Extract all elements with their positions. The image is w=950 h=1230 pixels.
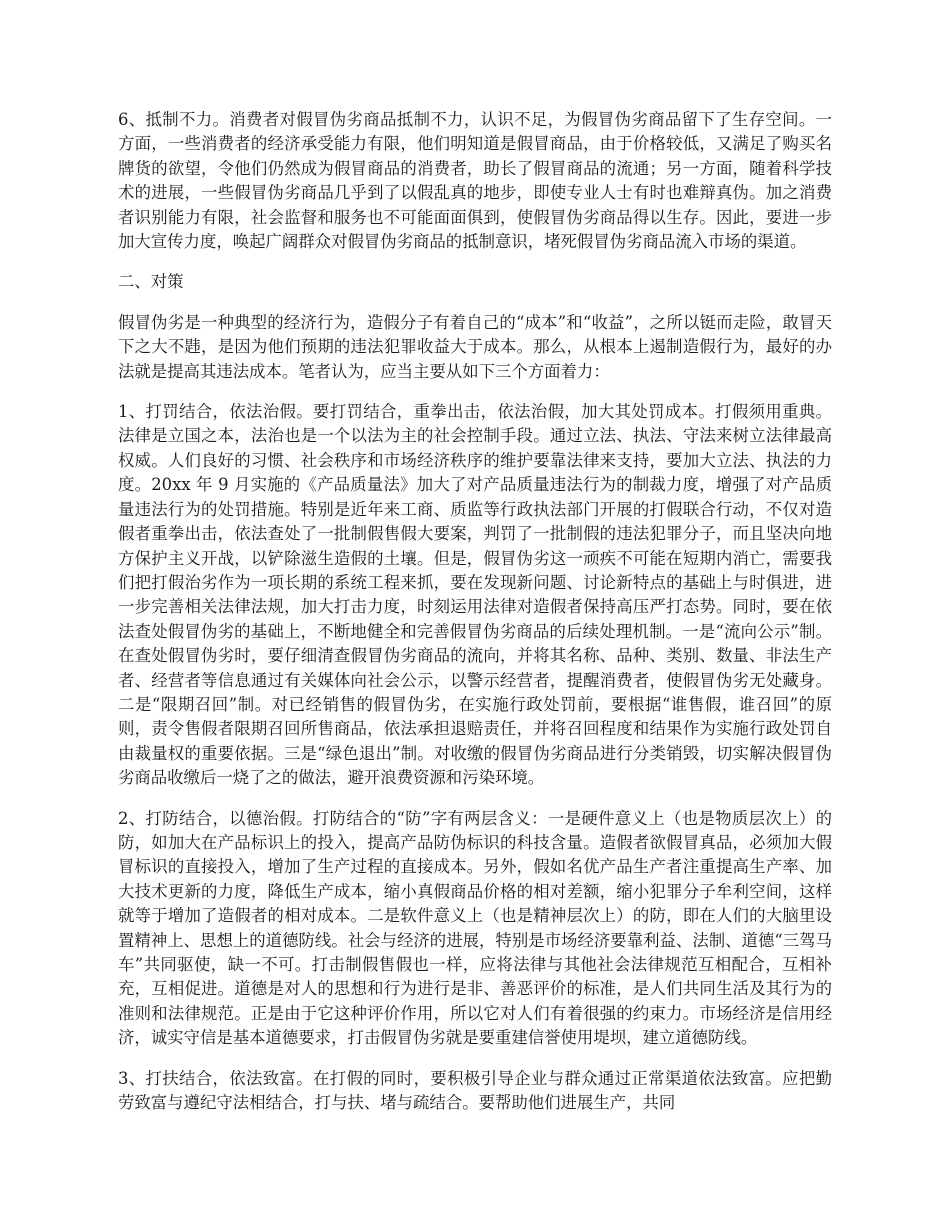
paragraph-resistance: 6、抵制不力。消费者对假冒伪劣商品抵制不力，认识不足，为假冒伪劣商品留下了生存空间。一方面，一些消费者的经济承受能力有限，他们明知道是假冒商品，由于价格较低，又满足了购买名牌货的欲望，令他们仍然成为假冒商品的消费者，助长了假冒商品的流通；另一方面，随着科学技术的进展，一些假冒伪劣商品几乎到了以假乱真的地步，即使专业人士有时也难辩真伪。加之消费者识别能力有限，社会监督和服务也不可能面面俱到，使假冒伪劣商品得以生存。因此，要进一步加大宣传力度，唤起广阔群众对假冒伪劣商品的抵制意识，堵死假冒伪劣商品流入市场的渠道。 [118, 110, 832, 252]
section-heading-countermeasures: 二、对策 [118, 272, 184, 292]
paragraph-point-2: 2、打防结合，以德治假。打防结合的“防”字有两层含义：一是硬件意义上（也是物质层次上）的防，如加大在产品标识上的投入，提高产品防伪标识的科技含量。造假者欲假冒真品，必须加大假冒标识的直接投入，增加了生产过程的直接成本。另外，假如名优产品生产者注重提高生产率、加大技术更新的力度，降低生产成本，缩小真假商品价格的相对差额，缩小犯罪分子牟利空间，这样就等于增加了造假者的相对成本。二是软件意义上（也是精神层次上）的防，即在人们的大脑里设置精神上、思想上的道德防线。社会与经济的进展，特别是市场经济要靠利益、法制、道德“三驾马车”共同驱使，缺一不可。打击制假售假也一样，应将法律与其他社会法律规范互相配合，互相补充，互相促进。道德是对人的思想和行为进行是非、善恶评价的标准，是人们共同生活及其行为的准则和法律规范。正是由于它这种评价作用，所以它对人们有着很强的约束力。市场经济是信用经济，诚实守信是基本道德要求，打击假冒伪劣就是要重建信誉使用堤坝，建立道德防线。 [118, 808, 832, 1048]
paragraph-intro: 假冒伪劣是一种典型的经济行为，造假分子有着自己的“成本”和“收益”，之所以铤而走险，敢冒天下之大不韪，是因为他们预期的违法犯罪收益大于成本。那么，从根本上遏制造假行为，最好的办法就是提高其违法成本。笔者认为，应当主要从如下三个方面着力： [118, 312, 832, 381]
paragraph-point-1: 1、打罚结合，依法治假。要打罚结合，重拳出击，依法治假，加大其处罚成本。打假须用重典。法律是立国之本，法治也是一个以法为主的社会控制手段。通过立法、执法、守法来树立法律最高权威。人们良好的习惯、社会秩序和市场经济秩序的维护要靠法律来支持，要加大立法、执法的力度。20xx 年 9 月实施的《产品质量法》加大了对产品质量违法行为的制裁力度，增强了对产品质量违法行为的处罚措施。特别是近年来工商、质监等行政执法部门开展的打假联合行动，不仅对造假者重拳出击，依法查处了一批制假售假大要案，判罚了一批制假的违法犯罪分子，而且坚决向地方保护主义开战，以铲除滋生造假的土壤。但是，假冒伪劣这一顽疾不可能在短期内消亡，需要我们把打假治劣作为一项长期的系统工程来抓，要在发现新问题、讨论新特点的基础上与时俱进，进一步完善相关法律法规，加大打击力度，时刻运用法律对造假者保持高压严打态势。同时，要在依法查处假冒伪劣的基础上，不断地健全和完善假冒伪劣商品的后续处理机制。一是“流向公示”制。在查处假冒伪劣时，要仔细清查假冒伪劣商品的流向，并将其名称、品种、类别、数量、非法生产者、经营者等信息通过有关媒体向社会公示，以警示经营者，提醒消费者，使假冒伪劣无处藏身。二是“限期召回”制。对已经销售的假冒伪劣，在实施行政处罚前，要根据“谁售假，谁召回”的原则，责令售假者限期召回所售商品，依法承担退赔责任，并将召回程度和结果作为实施行政处罚自由裁量权的重要依据。三是“绿色退出”制。对收缴的假冒伪劣商品进行分类销毁，切实解决假冒伪劣商品收缴后一烧了之的做法，避开浪费资源和污染环境。 [118, 402, 832, 788]
paragraph-point-3: 3、打扶结合，依法致富。在打假的同时，要积极引导企业与群众通过正常渠道依法致富。应把勤劳致富与遵纪守法相结合，打与扶、堵与疏结合。要帮助他们进展生产，共同 [118, 1068, 832, 1113]
